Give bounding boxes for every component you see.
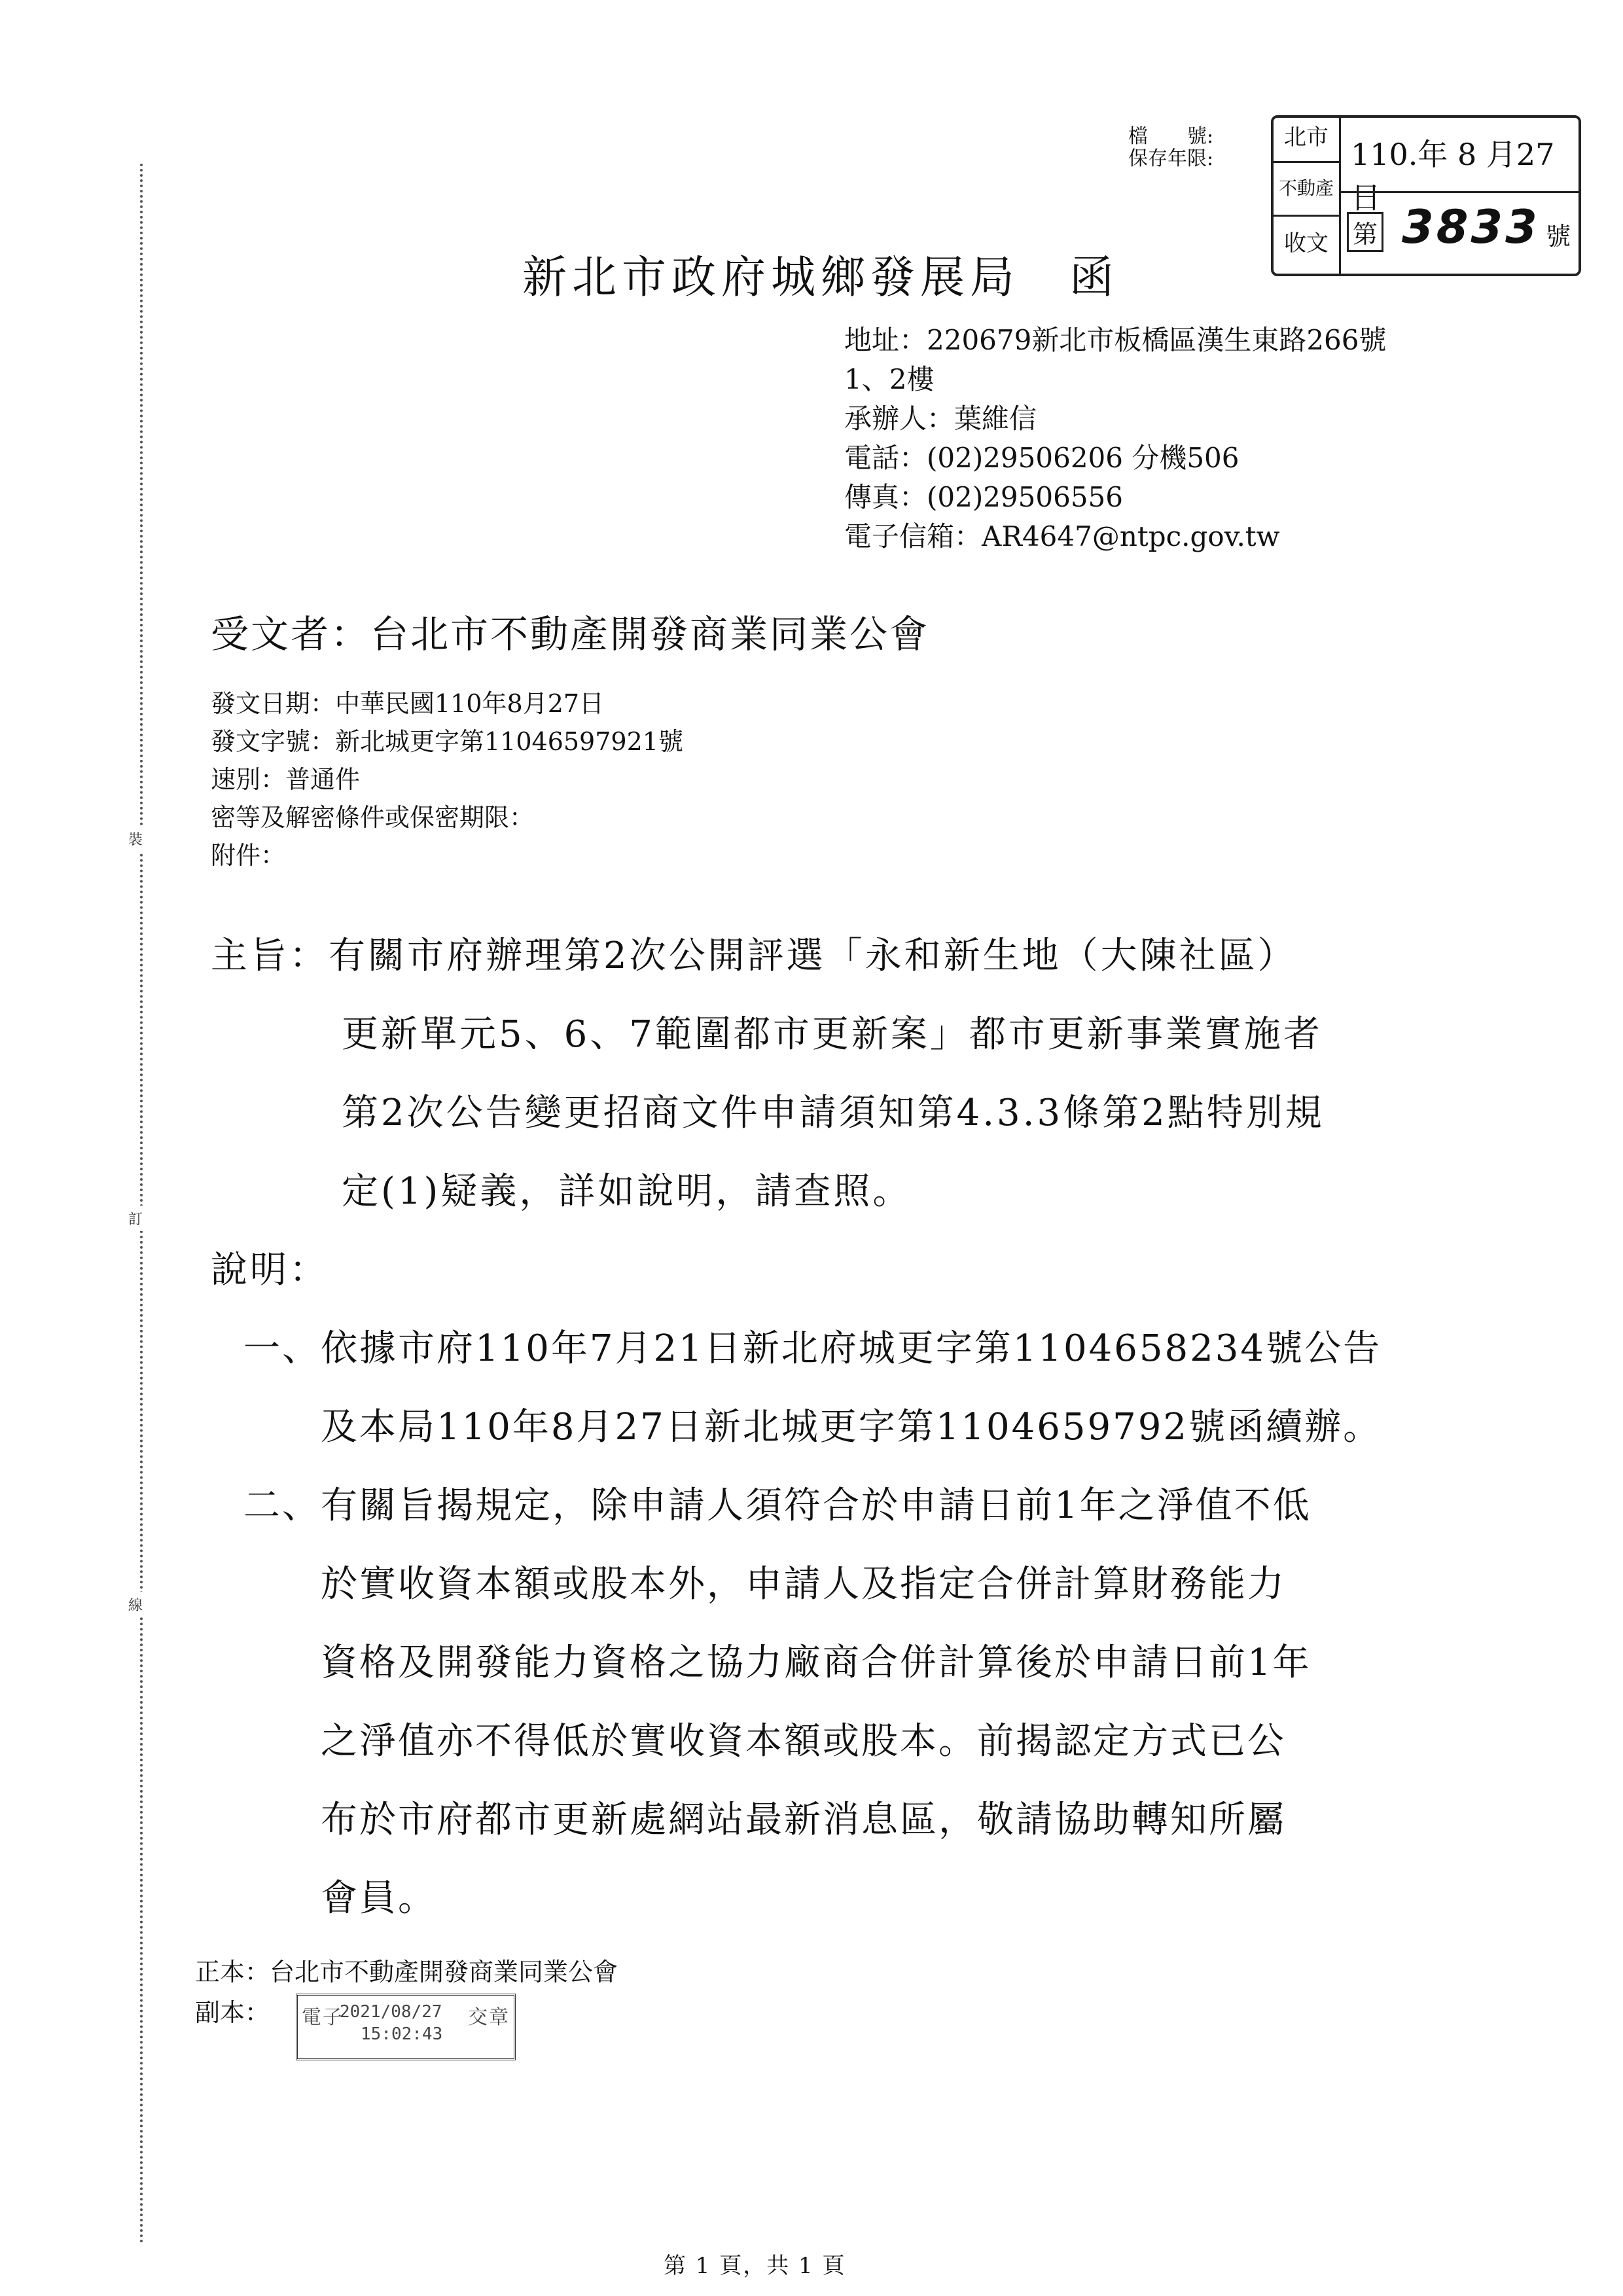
explanation-item-2-line-6: 會員。 <box>321 1877 437 1920</box>
stamp-divider <box>1339 191 1578 193</box>
binding-margin-line <box>140 164 143 2245</box>
stamp-received-label: 收文 <box>1284 230 1329 257</box>
issue-date: 發文日期：中華民國110年8月27日 <box>211 689 605 718</box>
explanation-item-2-line-2: 於實收資本額或股本外，申請人及指定合併計算財務能力 <box>321 1563 1286 1605</box>
document-title: 新北市政府城鄉發展局 函 <box>522 252 1120 304</box>
stamp-date: 110.年 8 月27日 <box>1351 137 1555 215</box>
document-number: 發文字號：新北城更字第11046597921號 <box>211 727 683 756</box>
page-number: 第 1 頁，共 1 頁 <box>664 2253 846 2279</box>
binding-mark-zhuang: 裝 <box>128 826 143 852</box>
received-stamp <box>1271 115 1581 276</box>
phone: 電話：(02)29506206 分機506 <box>844 442 1240 474</box>
document-meta <box>211 685 683 874</box>
stamp-received-number: 3833 <box>1402 200 1540 254</box>
email: 電子信箱：AR4647@ntpc.gov.tw <box>844 520 1280 552</box>
attachment: 附件： <box>211 841 286 870</box>
original-recipient: 正本：台北市不動產開發商業同業公會 <box>195 1958 618 1986</box>
explanation-item-2-line-5: 布於市府都市更新處網站最新消息區，敬請協助轉知所屬 <box>321 1799 1286 1841</box>
explanation-item-2-line-1: 二、有關旨揭規定，除申請人須符合於申請日前1年之淨值不低 <box>243 1484 1311 1527</box>
stamp-divider <box>1274 215 1339 217</box>
file-number-label: 檔 號: <box>1128 125 1214 148</box>
stamp-org-realestate: 不動產 <box>1278 177 1334 199</box>
seal-timestamp-date: 2021/08/27 <box>340 2002 442 2022</box>
stamp-org-city: 北市 <box>1284 124 1329 151</box>
electronic-exchange-seal <box>296 1994 516 2060</box>
retention-period-label: 保存年限: <box>1128 147 1214 170</box>
subject-line-1: 主旨：有關市府辦理第2次公開評選「永和新生地（大陳社區） <box>211 935 1297 977</box>
secrecy-level: 密等及解密條件或保密期限： <box>211 803 535 832</box>
contact-block <box>844 321 1387 556</box>
address-line-1: 地址：220679新北市板橋區漢生東路266號 <box>844 324 1387 356</box>
stamp-divider <box>1274 161 1339 163</box>
seal-left-text: 電子 <box>302 2006 344 2029</box>
explanation-item-1-line-2: 及本局110年8月27日新北城更字第1104659792號函續辦。 <box>321 1406 1382 1448</box>
copy-recipient-label: 副本： <box>195 1998 270 2027</box>
binding-mark-ding: 訂 <box>128 1206 143 1231</box>
binding-mark-xian: 線 <box>128 1592 143 1617</box>
subject-line-3: 第2次公告變更招商文件申請須知第4.3.3條第2點特別規 <box>342 1092 1325 1134</box>
explanation-label: 說明： <box>211 1249 329 1291</box>
explanation-item-2-line-3: 資格及開發能力資格之協力廠商合併計算後於申請日前1年 <box>321 1641 1311 1684</box>
subject-line-2: 更新單元5、6、7範圍都市更新案」都市更新事業實施者 <box>342 1013 1323 1056</box>
speed-category: 速別：普通件 <box>211 765 361 794</box>
fax: 傳真：(02)29506556 <box>844 481 1123 513</box>
explanation-item-1-line-1: 一、依據市府110年7月21日新北府城更字第1104658234號公告 <box>243 1327 1382 1370</box>
handler: 承辦人：葉維信 <box>844 403 1037 435</box>
seal-right-text: 交章 <box>468 2006 510 2029</box>
subject-line-4: 定(1)疑義，詳如說明，請查照。 <box>342 1170 912 1213</box>
address-line-2: 1、2樓 <box>844 363 935 395</box>
seal-timestamp-time: 15:02:43 <box>361 2024 443 2044</box>
explanation-item-2-line-4: 之淨值亦不得低於實收資本額或股本。前揭認定方式已公 <box>321 1720 1286 1763</box>
stamp-number-suffix: 號 <box>1545 222 1571 251</box>
file-meta <box>1128 126 1213 170</box>
recipient: 受文者：台北市不動產開發商業同業公會 <box>211 612 930 656</box>
stamp-number-prefix: 第 <box>1347 212 1383 252</box>
